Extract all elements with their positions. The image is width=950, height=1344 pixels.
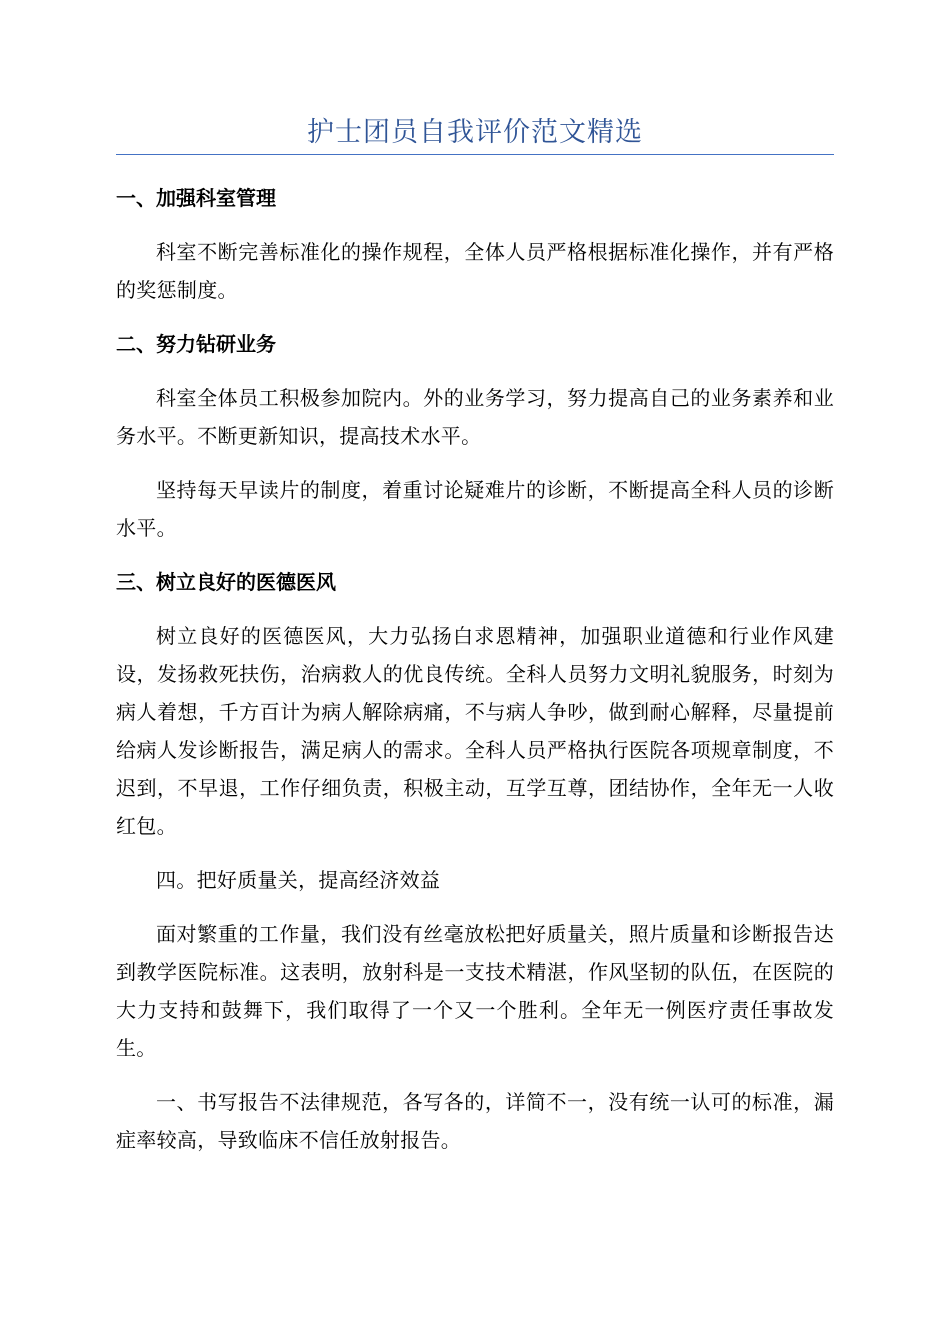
body-paragraph: 四。把好质量关，提高经济效益: [156, 868, 441, 892]
body-paragraph: 面对繁重的工作量，我们没有丝毫放松把好质量关，照片质量和诊断报告达到教学医院标准。这表明，放射科是一支技术精湛，作风坚韧的队伍，在医院的大力支持和鼓舞下，我们取得了一个又一个胜利。全年无一例医疗责任事故发生。: [116, 922, 834, 1060]
section-heading: 一、加强科室管理: [116, 186, 276, 210]
document-title: 护士团员自我评价范文精选: [307, 117, 643, 148]
body-paragraph: 科室不断完善标准化的操作规程，全体人员严格根据标准化操作，并有严格的奖惩制度。: [116, 240, 834, 302]
document-page: [116, 0, 834, 1159]
section-heading: 三、树立良好的医德医风: [116, 570, 336, 594]
body-paragraph: 坚持每天早读片的制度，着重讨论疑难片的诊断，不断提高全科人员的诊断水平。: [116, 478, 834, 540]
title-underline: [116, 154, 834, 155]
body-paragraph: 科室全体员工积极参加院内。外的业务学习，努力提高自己的业务素养和业务水平。不断更新知识，提高技术水平。: [116, 386, 834, 448]
body-paragraph: 树立良好的医德医风，大力弘扬白求恩精神，加强职业道德和行业作风建设，发扬救死扶伤，治病救人的优良传统。全科人员努力文明礼貌服务，时刻为病人着想，千方百计为病人解除病痛，不与病人争吵，做到耐心解释，尽量提前给病人发诊断报告，满足病人的需求。全科人员严格执行医院各项规章制度，不迟到，不早退，工作仔细负责，积极主动，互学互尊，团结协作，全年无一人收红包。: [116, 624, 834, 838]
body-paragraph: 一、书写报告不法律规范，各写各的，详简不一，没有统一认可的标准，漏症率较高，导致临床不信任放射报告。: [116, 1090, 834, 1152]
section-heading: 二、努力钻研业务: [116, 332, 276, 356]
